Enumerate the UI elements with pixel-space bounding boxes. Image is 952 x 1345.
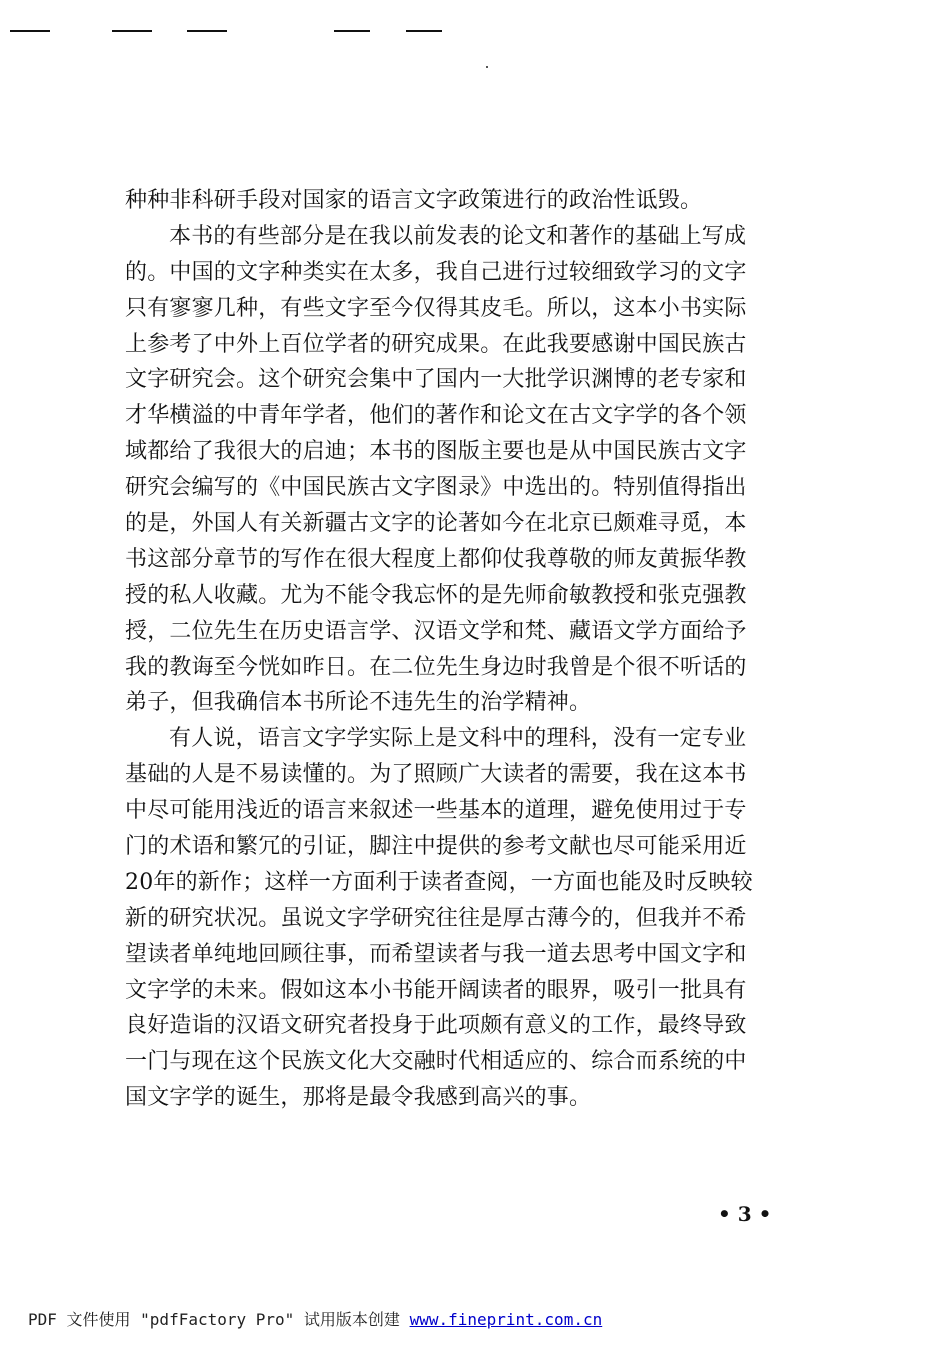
- header-rule-3: [187, 30, 227, 32]
- text-line: 的是，外国人有关新疆古文字的论著如今在北京已颇难寻觅，本: [125, 511, 747, 537]
- paragraph-2: [125, 219, 805, 721]
- body-text: [125, 183, 805, 1116]
- text-line: 才华横溢的中青年学者，他们的著作和论文在古文字学的各个领: [125, 403, 747, 429]
- footer-link[interactable]: www.fineprint.com.cn: [409, 1310, 603, 1329]
- text-line: 本书的有些部分是在我以前发表的论文和著作的基础上写成: [169, 223, 747, 249]
- text-line: 望读者单纯地回顾往事，而希望读者与我一道去思考中国文字和: [125, 941, 747, 967]
- text-line: 上参考了中外上百位学者的研究成果。在此我要感谢中国民族古: [125, 331, 747, 357]
- header-rule-2: [112, 30, 152, 32]
- header-rule-5: [406, 30, 442, 32]
- text-line: 20年的新作；这样一方面利于读者查阅，一方面也能及时反映较: [125, 869, 753, 895]
- text-line: 中尽可能用浅近的语言来叙述一些基本的道理，避免使用过于专: [125, 798, 747, 824]
- text-line: 域都给了我很大的启迪；本书的图版主要也是从中国民族古文字: [125, 439, 747, 465]
- text-line: 一门与现在这个民族文化大交融时代相适应的、综合而系统的中: [125, 1049, 747, 1075]
- paragraph-1: [125, 183, 805, 219]
- text-line: 文字研究会。这个研究会集中了国内一大批学识渊博的老专家和: [125, 367, 747, 393]
- text-line: 授的私人收藏。尤为不能令我忘怀的是先师俞敏教授和张克强教: [125, 582, 747, 608]
- text-line: 文字学的未来。假如这本小书能开阔读者的眼界，吸引一批具有: [125, 977, 747, 1003]
- text-line: 授，二位先生在历史语言学、汉语文学和梵、藏语文学方面给予: [125, 618, 747, 644]
- header-rule-4: [334, 30, 370, 32]
- header-rule-1: [10, 30, 50, 32]
- text-line: 书这部分章节的写作在很大程度上都仰仗我尊敬的师友黄振华教: [125, 546, 747, 572]
- text-line: 只有寥寥几种，有些文字至今仅得其皮毛。所以，这本小书实际: [125, 295, 747, 321]
- page-number: • 3 •: [718, 1202, 772, 1226]
- text-line: 有人说，语言文字学实际上是文科中的理科，没有一定专业: [169, 726, 747, 752]
- text-line: 弟子，但我确信本书所论不违先生的治学精神。: [125, 690, 592, 716]
- text-line: 我的教诲至今恍如昨日。在二位先生身边时我曾是个很不听话的: [125, 654, 747, 680]
- footer: [28, 1307, 602, 1330]
- text-line: 新的研究状况。虽说文字学研究往往是厚古薄今的，但我并不希: [125, 905, 747, 931]
- text-line: 种种非科研手段对国家的语言文字政策进行的政治性诋毁。: [125, 188, 703, 213]
- text-line: 研究会编写的《中国民族古文字图录》中选出的。特别值得指出: [125, 475, 747, 501]
- text-line: 国文字学的诞生，那将是最令我感到高兴的事。: [125, 1085, 592, 1111]
- text-line: 门的术语和繁冗的引证，脚注中提供的参考文献也尽可能采用近: [125, 834, 747, 860]
- text-line: 基础的人是不易读懂的。为了照顾广大读者的需要，我在这本书: [125, 762, 747, 788]
- scan-speck: [486, 66, 488, 68]
- paragraph-3: [125, 721, 805, 1116]
- text-line: 良好造诣的汉语文研究者投身于此项颇有意义的工作，最终导致: [125, 1013, 747, 1039]
- footer-text: PDF 文件使用 "pdfFactory Pro" 试用版本创建: [28, 1310, 410, 1329]
- text-line: 的。中国的文字种类实在太多，我自己进行过较细致学习的文字: [125, 259, 747, 285]
